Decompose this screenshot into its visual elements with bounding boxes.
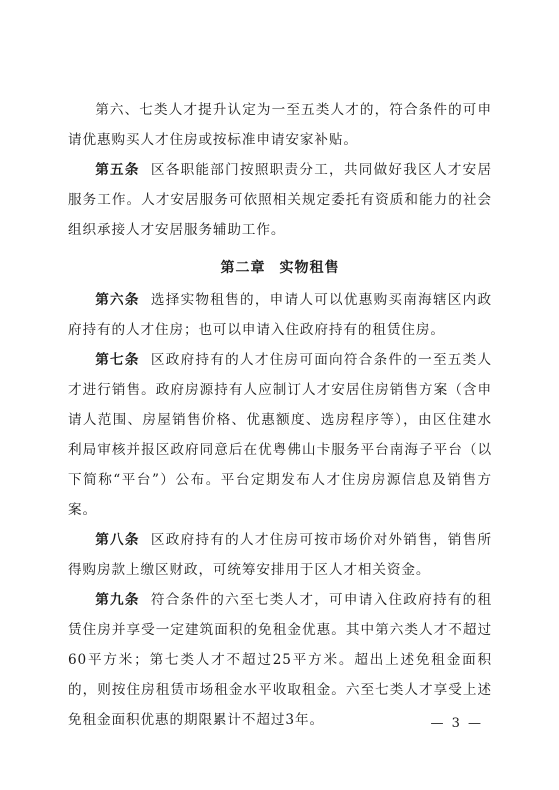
paragraph bbox=[68, 285, 492, 345]
paragraph bbox=[68, 155, 492, 245]
article-label: 第九条 bbox=[95, 592, 140, 608]
chapter-heading bbox=[68, 253, 492, 283]
chapter-number: 第二章 bbox=[220, 260, 266, 276]
paragraph-text: 区政府持有的人才住房可按市场价对外销售，销售所得购房款上缴区财政，可统筹安排用于区人才相关资金。 bbox=[68, 532, 492, 578]
paragraph-text: 选择实物租售的，申请人可以优惠购买南海辖区内政府持有的人才住房；也可以申请入住政府持有的租赁住房。 bbox=[68, 292, 492, 338]
paragraph bbox=[68, 345, 492, 525]
chapter-title: 实物租售 bbox=[279, 260, 340, 276]
paragraph-text: 符合条件的六至七类人才，可申请入住政府持有的租赁住房并享受一定建筑面积的免租金优惠。其中第六类人才不超过60平方米；第七类人才不超过25平方米。超出上述免租金面积的，则按住房租赁市场租金水平收取租金。六至七类人才享受上述免租金面积优惠的期限累计不超过3年。 bbox=[68, 592, 492, 728]
article-label: 第六条 bbox=[95, 292, 140, 308]
document-body bbox=[68, 95, 492, 735]
article-label: 第七条 bbox=[95, 352, 140, 368]
paragraph-text: 区政府持有的人才住房可面向符合条件的一至五类人才进行销售。政府房源持有人应制订人才安居住房销售方案（含申请人范围、房屋销售价格、优惠额度、选房程序等），由区住建水利局审核并报区政府同意后在优粤佛山卡服务平台南海子平台（以下简称“平台”）公布。平台定期发布人才住房房源信息及销售方案。 bbox=[68, 352, 492, 518]
paragraph-text: 区各职能部门按照职责分工，共同做好我区人才安居服务工作。人才安居服务可依照相关规定委托有资质和能力的社会组织承接人才安居服务辅助工作。 bbox=[68, 162, 492, 238]
paragraph bbox=[68, 95, 492, 155]
paragraph bbox=[68, 525, 492, 585]
article-label: 第五条 bbox=[95, 162, 140, 178]
article-label: 第八条 bbox=[95, 532, 140, 548]
paragraph-text: 第六、七类人才提升认定为一至五类人才的，符合条件的可申请优惠购买人才住房或按标准申请安家补贴。 bbox=[68, 102, 492, 148]
page-number: — 3 — bbox=[430, 716, 483, 731]
paragraph bbox=[68, 585, 492, 735]
